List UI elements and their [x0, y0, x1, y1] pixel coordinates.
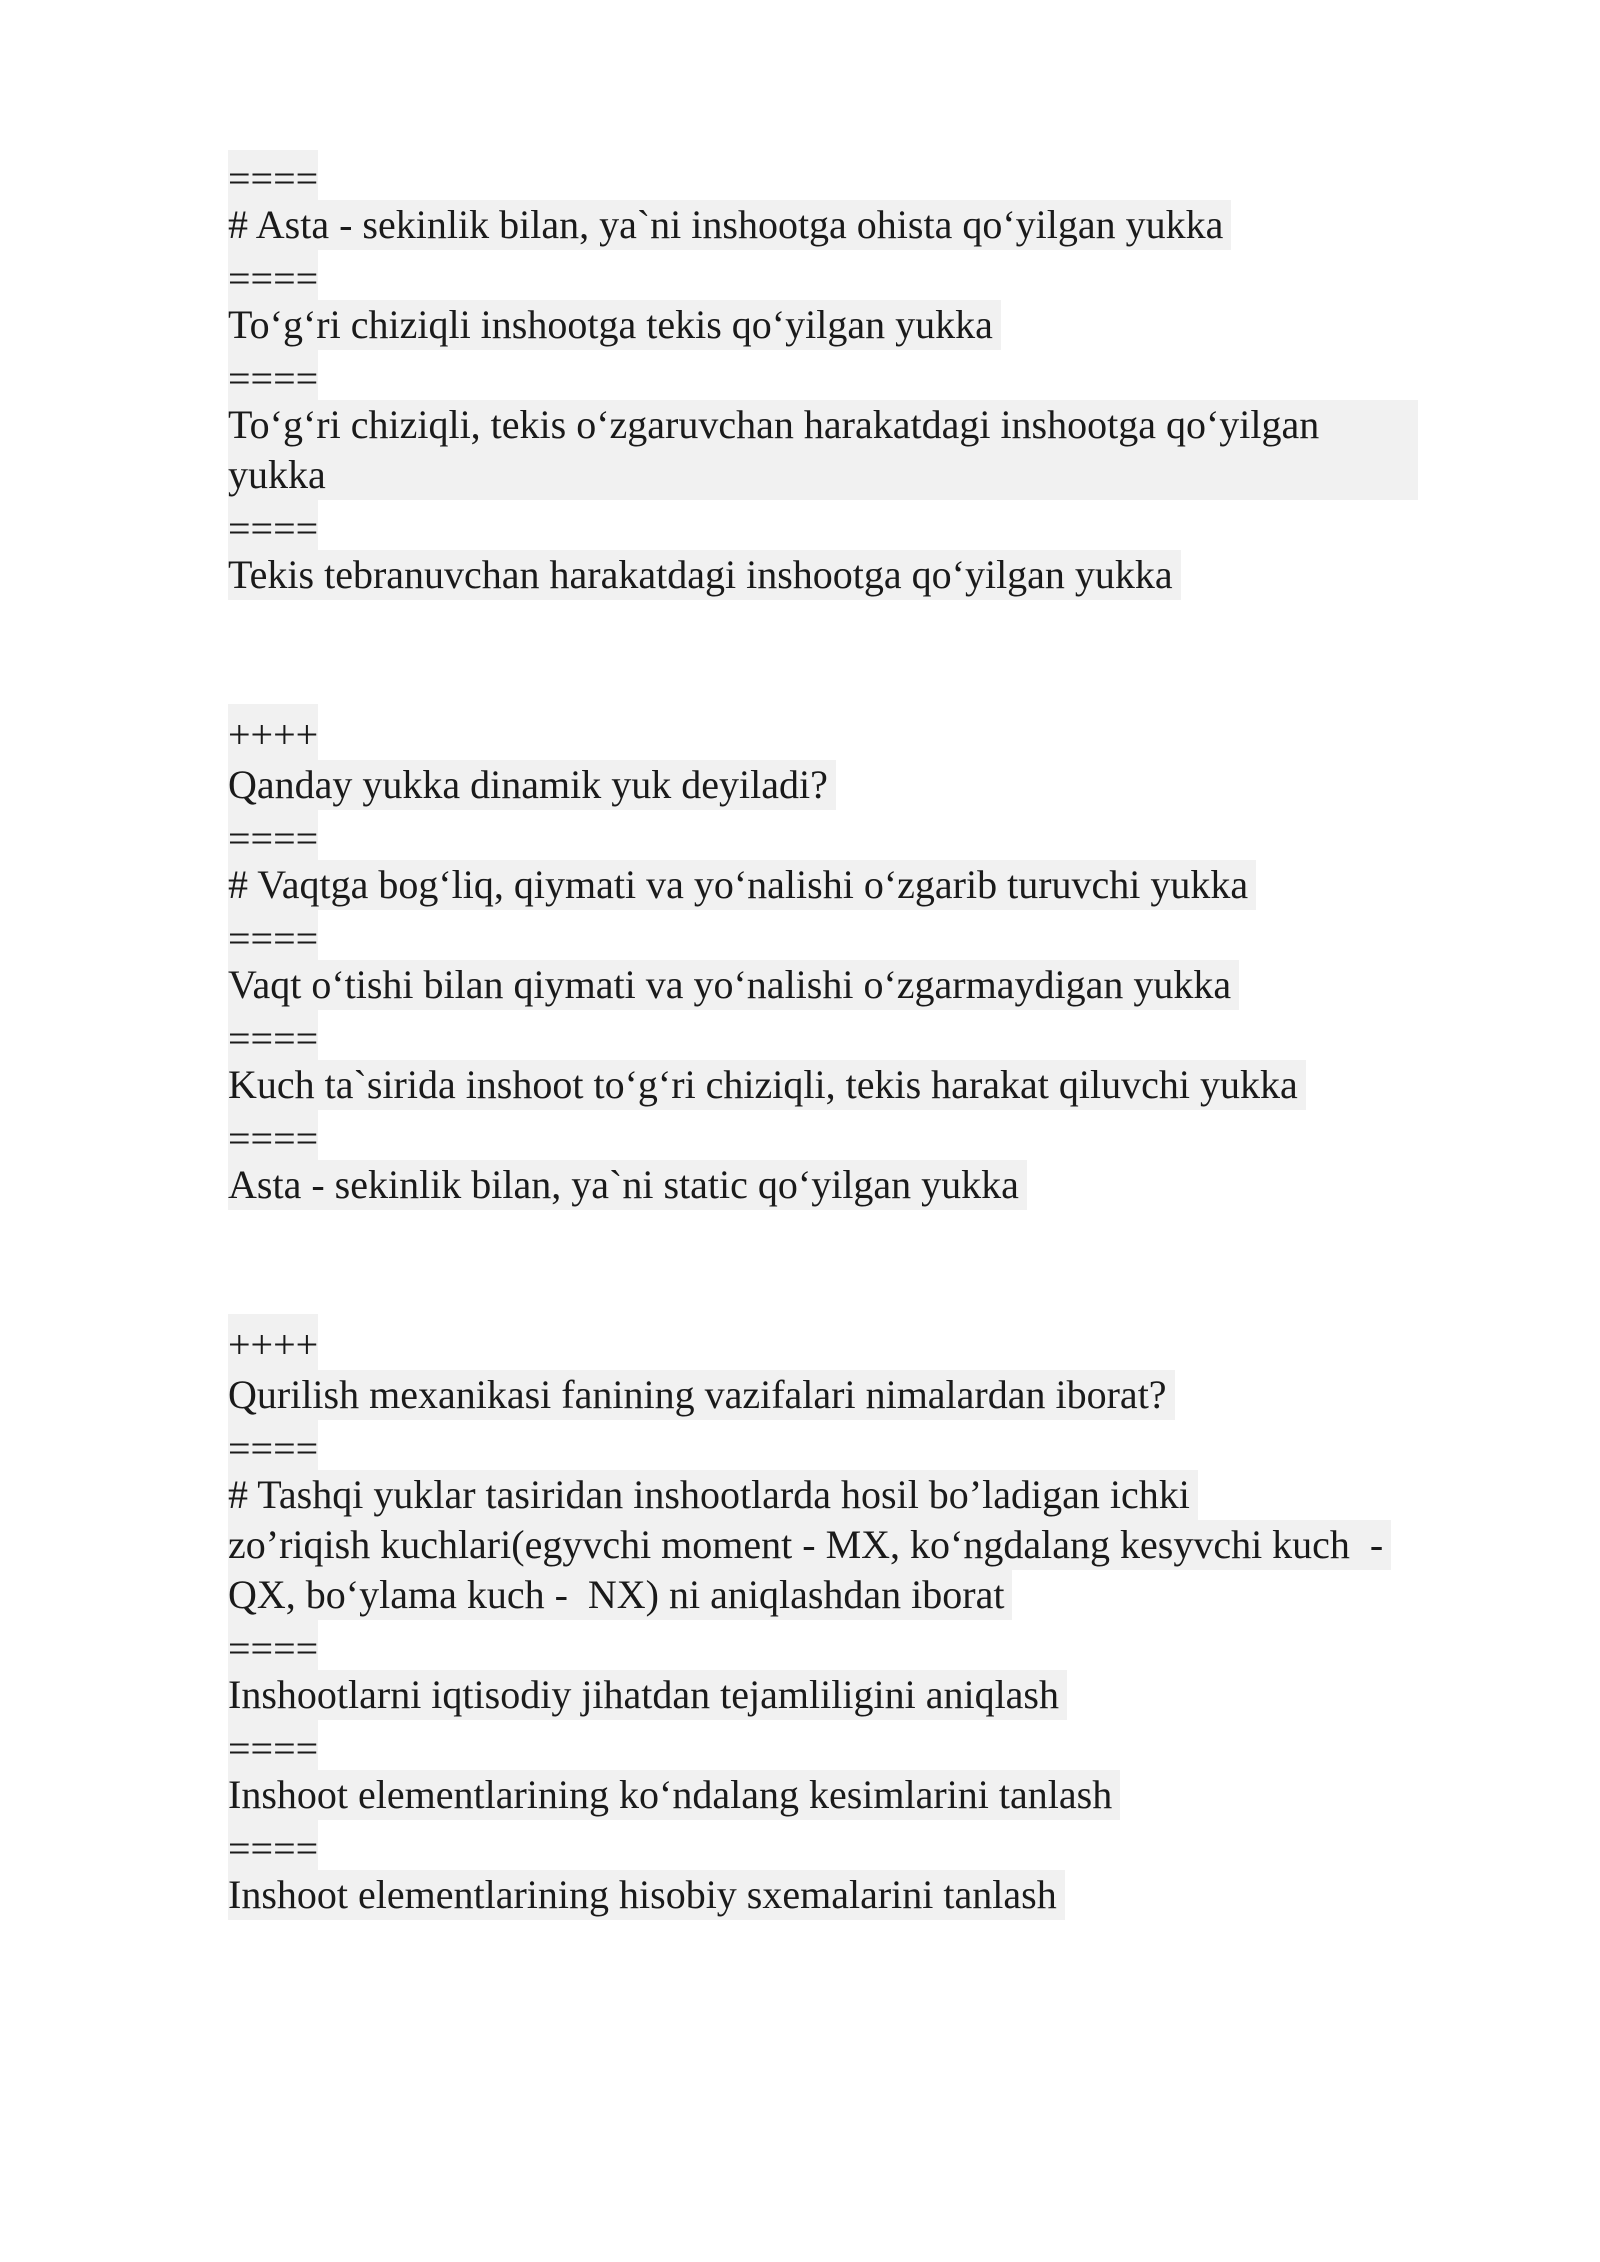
separator: ==== [228, 810, 318, 860]
answer-option: Tekis tebranuvchan harakatdagi inshootga qo‘yilgan yukka [228, 550, 1181, 600]
answer-option: Inshootlarni iqtisodiy jihatdan tejamliligini aniqlash [228, 1670, 1067, 1720]
answer-option: Kuch ta`sirida inshoot to‘g‘ri chiziqli, tekis harakat qiluvchi yukka [228, 1060, 1306, 1110]
answer-option: Inshoot elementlarining ko‘ndalang kesimlarini tanlash [228, 1770, 1120, 1820]
separator: ==== [228, 350, 318, 400]
question-block-2 [228, 704, 1528, 1210]
answer-correct: # Asta - sekinlik bilan, ya`ni inshootga ohista qo‘yilgan yukka [228, 200, 1231, 250]
separator: ==== [228, 1720, 318, 1770]
question-text: Qanday yukka dinamik yuk deyiladi? [228, 760, 836, 810]
block-gap [228, 600, 1528, 704]
answer-correct-line: QX, bo‘ylama kuch - NX) ni aniqlashdan iborat [228, 1570, 1012, 1620]
answer-correct: # Vaqtga bog‘liq, qiymati va yo‘nalishi o‘zgarib turuvchi yukka [228, 860, 1256, 910]
answer-option: Inshoot elementlarining hisobiy sxemalarini tanlash [228, 1870, 1065, 1920]
separator: ==== [228, 1010, 318, 1060]
separator: ==== [228, 1820, 318, 1870]
separator: ==== [228, 500, 318, 550]
separator: ==== [228, 1620, 318, 1670]
question-block-3 [228, 1314, 1528, 1920]
separator: ==== [228, 1110, 318, 1160]
answer-correct-line: # Tashqi yuklar tasiridan inshootlarda hosil bo’ladigan ichki [228, 1470, 1198, 1520]
answer-correct-line: zo’riqish kuchlari(egyvchi moment - MX, ko‘ngdalang kesyvchi kuch - [228, 1520, 1391, 1570]
separator: ==== [228, 250, 318, 300]
answer-option: To‘g‘ri chiziqli inshootga tekis qo‘yilgan yukka [228, 300, 1001, 350]
answer-option: Vaqt o‘tishi bilan qiymati va yo‘nalishi o‘zgarmaydigan yukka [228, 960, 1239, 1010]
answer-option: To‘g‘ri chiziqli, tekis o‘zgaruvchan harakatdagi inshootga qo‘yilgan yukka [228, 400, 1418, 500]
answer-option: Asta - sekinlik bilan, ya`ni static qo‘yilgan yukka [228, 1160, 1027, 1210]
question-text: Qurilish mexanikasi fanining vazifalari nimalardan iborat? [228, 1370, 1175, 1420]
separator: ==== [228, 910, 318, 960]
question-block-1 [228, 150, 1528, 600]
question-marker: ++++ [228, 704, 318, 760]
document-page [228, 150, 1528, 1920]
separator: ==== [228, 150, 318, 200]
question-marker: ++++ [228, 1314, 318, 1370]
block-gap [228, 1210, 1528, 1314]
separator: ==== [228, 1420, 318, 1470]
